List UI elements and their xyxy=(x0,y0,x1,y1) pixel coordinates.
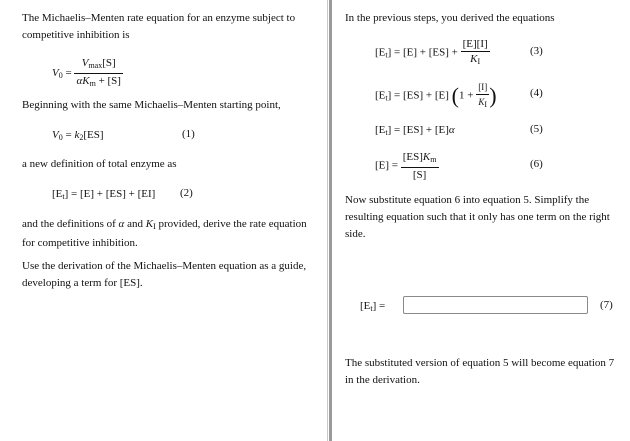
previous-steps-text: In the previous steps, you derived the equations xyxy=(345,12,555,24)
substitute-instructions: Now substitute equation 6 into equation 5. Simplify the resulting equation such that it only has one term on the right side. xyxy=(345,194,610,240)
footer-note: The substituted version of equation 5 will become equation 7 in the derivation. xyxy=(345,357,615,386)
starting-point-text: Beginning with the same Michaelis–Menten starting point, xyxy=(22,99,281,111)
answer-label: $[E_t]$ = xyxy=(360,300,386,313)
equation-6-number: (6) xyxy=(530,158,543,170)
equation-5-number: (5) xyxy=(530,123,543,135)
equation-7-answer-input[interactable] xyxy=(403,296,588,314)
equation-1-number: (1) xyxy=(182,128,195,140)
intro-text: The Michaelis–Menten rate equation for an enzyme subject to competitive inhibition is xyxy=(22,12,296,41)
equation-5: $[E_t] = [ES] + [E]\alpha$ xyxy=(375,124,455,137)
total-enzyme-text: a new definition of total enzyme as xyxy=(22,158,177,170)
definitions-text: and the definitions of α and $K_I$ provided, derive the rate equation for competitive inhibition. xyxy=(22,218,307,249)
equation-3-number: (3) xyxy=(530,45,543,57)
rate-fraction: $\frac{V_{max}[S]}{\alpha K_m + [S]}$ xyxy=(74,56,123,91)
panel-divider xyxy=(329,0,332,441)
equation-1: $V_0 = k_2[ES]$ xyxy=(52,129,104,142)
equation-2: $[E_t] = [E] + [ES] + [EI]$ xyxy=(52,188,156,201)
rate-equation: $V_0$ = $\frac{V_{max}[S]}{\alpha K_m + [S]}$ xyxy=(52,56,123,91)
guide-text: Use the derivation of the Michaelis–Menten equation as a guide, developing a term for [ES]. xyxy=(22,260,307,289)
derivation-panel xyxy=(333,0,630,441)
equation-6: [E] = $\frac{[ES]K_m}{[S]}$ xyxy=(375,151,437,181)
equation-7-number: (7) xyxy=(600,299,613,311)
equation-3: $[E_t] = [E] + [ES]$ + $\frac{[E][I]}{K_I}$ xyxy=(375,37,490,69)
equation-4-number: (4) xyxy=(530,87,543,99)
equation-2-number: (2) xyxy=(180,187,193,199)
equation-4: $[E_t] = [ES] + [E] (1$ + $\frac{[I]}{K_I}$ ) xyxy=(375,80,497,112)
